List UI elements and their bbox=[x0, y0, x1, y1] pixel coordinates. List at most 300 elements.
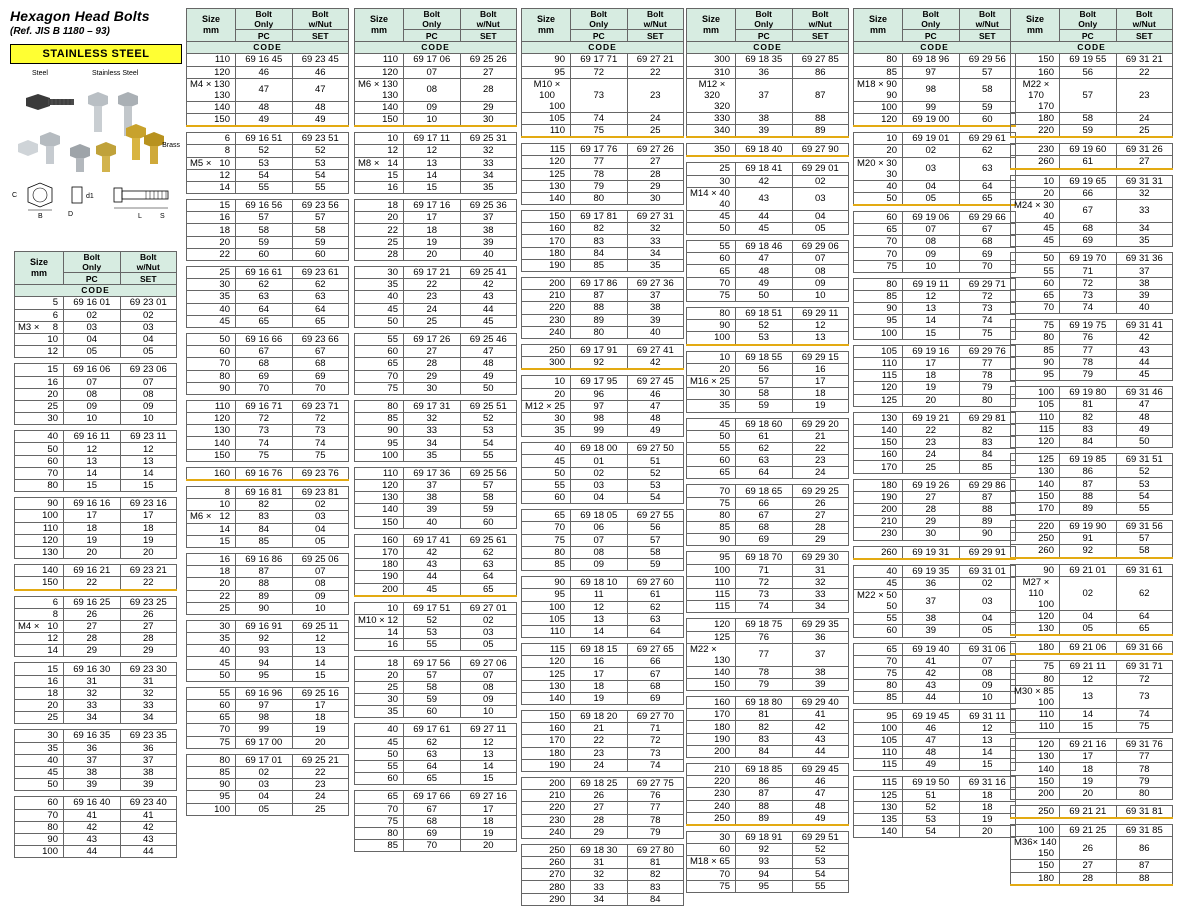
cell-bolt-with-nut-code: 64 bbox=[460, 571, 517, 583]
table-row bbox=[854, 546, 1016, 559]
cell-bolt-with-nut-code: 47 bbox=[627, 400, 684, 412]
cell-size: 90 bbox=[15, 498, 64, 510]
table-row bbox=[854, 722, 1016, 734]
header-pc: PC bbox=[236, 30, 293, 42]
cell-bolt-with-nut-code: 07 bbox=[959, 655, 1016, 667]
header-code: CODE bbox=[15, 285, 177, 297]
cell-size: 22 bbox=[355, 224, 404, 236]
table-row bbox=[1011, 564, 1173, 576]
table-row bbox=[355, 66, 517, 78]
cell-size: 75 bbox=[522, 534, 571, 546]
cell-bolt-only-code: 18 bbox=[903, 370, 960, 382]
cell-bolt-only-code: 69 18 91 bbox=[736, 831, 793, 843]
cell-bolt-with-nut-code: 69 bbox=[959, 248, 1016, 260]
header-size: Size mm bbox=[355, 9, 404, 42]
table-row bbox=[355, 113, 517, 126]
cell-bolt-with-nut-code: 62 bbox=[1116, 576, 1173, 610]
cell-bolt-with-nut-code: 29 bbox=[627, 180, 684, 192]
cell-size: 120 bbox=[1011, 435, 1060, 447]
cell-size: 45 bbox=[522, 455, 571, 467]
cell-size: 190 bbox=[854, 491, 903, 503]
table-row bbox=[854, 516, 1016, 528]
cell-bolt-only-code: 22 bbox=[64, 577, 121, 590]
cell-bolt-only-code: 36 bbox=[903, 577, 960, 589]
cell-size: 75 bbox=[854, 667, 903, 679]
cell-size: 25 bbox=[355, 236, 404, 248]
cell-size: 30 bbox=[687, 175, 736, 187]
cell-bolt-only-code: 80 bbox=[571, 326, 628, 338]
cell-size: 70 bbox=[854, 655, 903, 667]
table-row bbox=[854, 315, 1016, 327]
cell-bolt-with-nut-code: 23 bbox=[792, 455, 849, 467]
cell-bolt-with-nut-code: 04 bbox=[292, 523, 349, 535]
cell-bolt-only-code: 69 16 81 bbox=[236, 487, 293, 499]
cell-size: 125 bbox=[1011, 454, 1060, 466]
table-row bbox=[187, 687, 349, 699]
table-row bbox=[687, 868, 849, 880]
cell-bolt-only-code: 67 bbox=[236, 346, 293, 358]
cell-size: 170 bbox=[355, 546, 404, 558]
cell-bolt-with-nut-code: 02 bbox=[792, 175, 849, 187]
cell-size: 110 bbox=[15, 522, 64, 534]
table-row bbox=[187, 578, 349, 590]
cell-bolt-only-code: 69 18 70 bbox=[736, 552, 793, 564]
cell-size: 28 bbox=[355, 248, 404, 260]
cell-bolt-with-nut-code: 69 27 65 bbox=[627, 644, 684, 656]
header-bolt-with-nut: Bolt w/Nut bbox=[1116, 9, 1173, 30]
cell-bolt-with-nut-code: 05 bbox=[120, 346, 177, 358]
cell-bolt-only-code: 57 bbox=[236, 212, 293, 224]
cell-bolt-with-nut-code: 41 bbox=[120, 809, 177, 821]
table-row bbox=[1011, 423, 1173, 435]
cell-bolt-only-code: 14 bbox=[1060, 708, 1117, 720]
cell-bolt-with-nut-code: 58 bbox=[460, 492, 517, 504]
cell-bolt-only-code: 83 bbox=[571, 235, 628, 247]
cell-size: M22 × 170 170 bbox=[1011, 78, 1060, 112]
table-row bbox=[1011, 253, 1173, 265]
table-row bbox=[355, 840, 517, 852]
cell-size: 210 bbox=[522, 290, 571, 302]
table-row bbox=[854, 613, 1016, 625]
cell-bolt-with-nut-code: 42 bbox=[460, 279, 517, 291]
cell-bolt-only-code: 34 bbox=[404, 437, 461, 449]
cell-size: 115 bbox=[854, 370, 903, 382]
table-row bbox=[187, 779, 349, 791]
cell-bolt-with-nut-code: 39 bbox=[120, 779, 177, 791]
table-row bbox=[1011, 825, 1173, 837]
cell-bolt-with-nut-code: 22 bbox=[120, 577, 177, 590]
cell-size: 55 bbox=[522, 479, 571, 491]
cell-bolt-with-nut-code: 53 bbox=[460, 425, 517, 437]
table-row bbox=[522, 723, 684, 735]
table-row bbox=[355, 760, 517, 772]
table-row bbox=[522, 344, 684, 356]
cell-bolt-only-code: 46 bbox=[236, 66, 293, 78]
cell-bolt-only-code: 02 bbox=[903, 145, 960, 157]
cell-size: 110 bbox=[854, 357, 903, 369]
cell-bolt-with-nut-code: 36 bbox=[120, 742, 177, 754]
table-row bbox=[687, 375, 849, 387]
table-row bbox=[15, 663, 177, 675]
cell-bolt-with-nut-code: 46 bbox=[792, 776, 849, 788]
table-row bbox=[687, 78, 849, 112]
cell-bolt-only-code: 43 bbox=[404, 559, 461, 571]
cell-size: 170 bbox=[1011, 502, 1060, 514]
cell-bolt-only-code: 43 bbox=[64, 833, 121, 845]
cell-bolt-only-code: 69 18 96 bbox=[903, 54, 960, 66]
table-row bbox=[687, 601, 849, 613]
cell-bolt-only-code: 72 bbox=[736, 576, 793, 588]
header-set: SET bbox=[792, 30, 849, 42]
table-row bbox=[854, 801, 1016, 813]
table-row bbox=[522, 510, 684, 522]
cell-bolt-with-nut-code: 55 bbox=[292, 181, 349, 193]
cell-size: 75 bbox=[687, 880, 736, 892]
cell-bolt-with-nut-code: 04 bbox=[792, 210, 849, 222]
cell-size: 6 bbox=[15, 309, 64, 321]
table-row bbox=[355, 657, 517, 669]
table-row bbox=[187, 370, 349, 382]
cell-bolt-only-code: 75 bbox=[236, 449, 293, 461]
table-row bbox=[355, 101, 517, 113]
cell-bolt-with-nut-code: 18 bbox=[120, 522, 177, 534]
cell-bolt-only-code: 58 bbox=[404, 681, 461, 693]
cell-bolt-with-nut-code: 52 bbox=[627, 467, 684, 479]
cell-size: 260 bbox=[1011, 545, 1060, 558]
cell-bolt-with-nut-code: 48 bbox=[460, 358, 517, 370]
cell-size: 95 bbox=[355, 437, 404, 449]
table-row bbox=[522, 656, 684, 668]
cell-bolt-only-code: 48 bbox=[236, 101, 293, 113]
cell-size: 85 bbox=[355, 840, 404, 852]
cell-size: 18 bbox=[15, 687, 64, 699]
cell-bolt-only-code: 92 bbox=[1060, 545, 1117, 558]
cell-size: 90 bbox=[187, 779, 236, 791]
cell-bolt-with-nut-code: 02 bbox=[292, 499, 349, 511]
table-row bbox=[15, 742, 177, 754]
cell-bolt-with-nut-code: 33 bbox=[627, 235, 684, 247]
cell-bolt-only-code: 16 bbox=[571, 656, 628, 668]
cell-size: 110 bbox=[187, 400, 236, 412]
cell-size: 40 bbox=[15, 754, 64, 766]
cell-bolt-only-code: 24 bbox=[404, 303, 461, 315]
cell-bolt-with-nut-code: 66 bbox=[627, 656, 684, 668]
cell-bolt-with-nut-code: 77 bbox=[1116, 751, 1173, 763]
table-row bbox=[187, 224, 349, 236]
cell-size: 8 bbox=[15, 608, 64, 620]
cell-size: M18 × 65 bbox=[687, 856, 736, 868]
cell-size: 35 bbox=[355, 279, 404, 291]
cell-bolt-only-code: 87 bbox=[571, 290, 628, 302]
cell-bolt-with-nut-code: 24 bbox=[292, 791, 349, 803]
table-row bbox=[687, 418, 849, 430]
table-row bbox=[522, 759, 684, 771]
cell-bolt-with-nut-code: 55 bbox=[460, 449, 517, 461]
cell-bolt-only-code: 67 bbox=[404, 803, 461, 815]
cell-bolt-only-code: 27 bbox=[571, 802, 628, 814]
cell-bolt-with-nut-code: 22 bbox=[1116, 66, 1173, 78]
cell-size: 70 bbox=[1011, 302, 1060, 314]
cell-bolt-only-code: 04 bbox=[64, 333, 121, 345]
cell-size: 14 bbox=[355, 627, 404, 639]
cell-bolt-with-nut-code: 69 25 51 bbox=[460, 400, 517, 412]
cell-bolt-with-nut-code: 69 27 26 bbox=[627, 144, 684, 156]
table-row bbox=[187, 620, 349, 632]
cell-bolt-with-nut-code: 22 bbox=[792, 442, 849, 454]
cell-bolt-with-nut-code: 69 29 15 bbox=[792, 351, 849, 363]
table-row bbox=[187, 700, 349, 712]
cell-size: 100 bbox=[1011, 387, 1060, 399]
cell-size: 95 bbox=[1011, 368, 1060, 380]
cell-bolt-only-code: 18 bbox=[571, 680, 628, 692]
cell-size: 55 bbox=[1011, 265, 1060, 277]
table-row bbox=[187, 566, 349, 578]
table-row bbox=[854, 710, 1016, 722]
cell-bolt-only-code: 78 bbox=[571, 168, 628, 180]
cell-bolt-with-nut-code: 19 bbox=[120, 534, 177, 546]
cell-size: 140 bbox=[1011, 478, 1060, 490]
svg-text:S: S bbox=[160, 213, 165, 220]
table-row bbox=[1011, 661, 1173, 673]
cell-bolt-with-nut-code: 28 bbox=[792, 522, 849, 534]
table-row bbox=[355, 706, 517, 718]
cell-bolt-with-nut-code: 07 bbox=[460, 669, 517, 681]
table-row bbox=[355, 559, 517, 571]
cell-bolt-only-code: 10 bbox=[64, 413, 121, 425]
cell-bolt-only-code: 15 bbox=[64, 480, 121, 492]
cell-size: M20 × 30 30 bbox=[854, 157, 903, 180]
cell-size: 70 bbox=[522, 522, 571, 534]
table-row bbox=[15, 565, 177, 577]
cell-bolt-with-nut-code: 69 29 40 bbox=[792, 697, 849, 709]
table-row bbox=[355, 791, 517, 803]
table-row bbox=[187, 200, 349, 212]
cell-bolt-with-nut-code: 69 29 71 bbox=[959, 278, 1016, 290]
cell-size: 140 bbox=[687, 666, 736, 678]
cell-bolt-only-code: 57 bbox=[736, 375, 793, 387]
cell-bolt-only-code: 19 bbox=[1060, 775, 1117, 787]
cell-size: 250 bbox=[522, 844, 571, 856]
header-bolt-with-nut: Bolt w/Nut bbox=[460, 9, 517, 30]
cell-size: 55 bbox=[187, 687, 236, 699]
table-row bbox=[522, 826, 684, 838]
table-row bbox=[187, 212, 349, 224]
table-row bbox=[687, 844, 849, 856]
cell-bolt-with-nut-code: 57 bbox=[1116, 533, 1173, 545]
cell-bolt-with-nut-code: 58 bbox=[292, 224, 349, 236]
table-row bbox=[15, 480, 177, 492]
cell-bolt-with-nut-code: 69 27 80 bbox=[627, 844, 684, 856]
cell-bolt-with-nut-code: 18 bbox=[460, 815, 517, 827]
table-row bbox=[687, 643, 849, 666]
cell-bolt-only-code: 37 bbox=[404, 480, 461, 492]
table-row bbox=[187, 766, 349, 778]
cell-size: 35 bbox=[187, 291, 236, 303]
code-table-col7 bbox=[1010, 8, 1173, 886]
cell-bolt-only-code: 69 19 06 bbox=[903, 211, 960, 223]
cell-bolt-with-nut-code: 49 bbox=[1116, 423, 1173, 435]
table-row bbox=[15, 730, 177, 742]
cell-size: 35 bbox=[15, 742, 64, 754]
cell-bolt-with-nut-code: 27 bbox=[460, 66, 517, 78]
table-row bbox=[522, 211, 684, 223]
cell-bolt-only-code: 83 bbox=[736, 733, 793, 745]
header-set: SET bbox=[460, 30, 517, 42]
cell-bolt-with-nut-code: 69 25 61 bbox=[460, 534, 517, 546]
table-row bbox=[1011, 545, 1173, 558]
cell-bolt-only-code: 90 bbox=[236, 602, 293, 614]
cell-size: 90 bbox=[15, 833, 64, 845]
cell-size: 160 bbox=[187, 467, 236, 480]
header-bolt-with-nut: Bolt w/Nut bbox=[792, 9, 849, 30]
cell-size: 120 bbox=[854, 113, 903, 126]
table-row bbox=[1011, 265, 1173, 277]
cell-size: 130 bbox=[854, 412, 903, 424]
cell-size: 100 bbox=[854, 101, 903, 113]
table-row bbox=[687, 187, 849, 210]
table-row bbox=[187, 291, 349, 303]
cell-size: 20 bbox=[15, 700, 64, 712]
cell-bolt-only-code: 69 18 20 bbox=[571, 711, 628, 723]
table-row bbox=[355, 315, 517, 327]
cell-bolt-with-nut-code: 82 bbox=[627, 869, 684, 881]
cell-size: 60 bbox=[187, 700, 236, 712]
cell-size: M8 × 14 bbox=[355, 157, 404, 169]
header-bolt-only: Bolt Only bbox=[64, 252, 121, 273]
table-row bbox=[687, 351, 849, 363]
cell-bolt-with-nut-code: 31 bbox=[792, 564, 849, 576]
cell-size: 110 bbox=[522, 124, 571, 137]
header-code: CODE bbox=[187, 42, 349, 54]
cell-bolt-with-nut-code: 77 bbox=[959, 357, 1016, 369]
table-row bbox=[355, 815, 517, 827]
table-row bbox=[1011, 454, 1173, 466]
cell-size: 6 bbox=[15, 596, 64, 608]
cell-size: 110 bbox=[687, 576, 736, 588]
table-row bbox=[1011, 673, 1173, 685]
table-row bbox=[687, 175, 849, 187]
cell-size: 20 bbox=[1011, 187, 1060, 199]
table-row bbox=[1011, 642, 1173, 655]
cell-bolt-with-nut-code: 69 31 21 bbox=[1116, 54, 1173, 66]
table-row bbox=[187, 315, 349, 327]
cell-size: 90 bbox=[854, 303, 903, 315]
cell-bolt-only-code: 23 bbox=[903, 437, 960, 449]
cell-bolt-only-code: 69 16 91 bbox=[236, 620, 293, 632]
header-code: CODE bbox=[522, 42, 684, 54]
table-row bbox=[854, 504, 1016, 516]
table-row bbox=[522, 802, 684, 814]
cell-bolt-only-code: 13 bbox=[64, 455, 121, 467]
table-row bbox=[355, 736, 517, 748]
cell-bolt-only-code: 77 bbox=[1060, 344, 1117, 356]
cell-bolt-with-nut-code: 69 27 85 bbox=[792, 54, 849, 66]
cell-bolt-with-nut-code: 69 27 36 bbox=[627, 278, 684, 290]
cell-bolt-with-nut-code: 34 bbox=[1116, 222, 1173, 234]
cell-size: 140 bbox=[854, 424, 903, 436]
cell-size: 40 bbox=[522, 443, 571, 455]
cell-bolt-only-code: 64 bbox=[236, 303, 293, 315]
cell-bolt-with-nut-code: 90 bbox=[959, 528, 1016, 540]
cell-bolt-with-nut-code: 17 bbox=[460, 803, 517, 815]
cell-bolt-with-nut-code: 27 bbox=[120, 620, 177, 632]
cell-size: 18 bbox=[187, 224, 236, 236]
cell-bolt-with-nut-code: 57 bbox=[627, 534, 684, 546]
cell-size: 240 bbox=[522, 326, 571, 338]
cell-size: 100 bbox=[687, 564, 736, 576]
cell-bolt-only-code: 69 16 35 bbox=[64, 730, 121, 742]
cell-bolt-only-code: 95 bbox=[736, 880, 793, 892]
cell-bolt-only-code: 14 bbox=[571, 625, 628, 637]
cell-bolt-with-nut-code: 67 bbox=[627, 668, 684, 680]
cell-bolt-only-code: 44 bbox=[404, 571, 461, 583]
cell-size: 30 bbox=[355, 694, 404, 706]
cell-bolt-with-nut-code: 23 bbox=[292, 779, 349, 791]
table-row bbox=[687, 733, 849, 745]
table-row bbox=[1011, 289, 1173, 301]
table-row bbox=[522, 235, 684, 247]
cell-bolt-with-nut-code: 69 31 11 bbox=[959, 710, 1016, 722]
cell-bolt-only-code: 38 bbox=[64, 766, 121, 778]
cell-size: 200 bbox=[687, 745, 736, 757]
table-row bbox=[355, 602, 517, 614]
cell-size: 30 bbox=[15, 413, 64, 425]
table-row bbox=[687, 430, 849, 442]
table-row bbox=[687, 265, 849, 277]
header-size: Size mm bbox=[522, 9, 571, 42]
table-row bbox=[854, 412, 1016, 424]
cell-bolt-with-nut-code: 13 bbox=[120, 455, 177, 467]
cell-bolt-only-code: 34 bbox=[64, 712, 121, 724]
cell-bolt-with-nut-code: 58 bbox=[1116, 545, 1173, 558]
cell-bolt-with-nut-code: 07 bbox=[120, 376, 177, 388]
cell-bolt-with-nut-code: 81 bbox=[627, 857, 684, 869]
cell-bolt-only-code: 84 bbox=[236, 523, 293, 535]
cell-bolt-with-nut-code: 69 29 25 bbox=[792, 485, 849, 497]
cell-bolt-only-code: 69 18 05 bbox=[571, 510, 628, 522]
cell-size: 230 bbox=[522, 314, 571, 326]
header-code: CODE bbox=[854, 42, 1016, 54]
cell-bolt-with-nut-code: 69 27 21 bbox=[627, 54, 684, 66]
table-row bbox=[522, 814, 684, 826]
cell-bolt-with-nut-code: 18 bbox=[292, 712, 349, 724]
cell-bolt-with-nut-code: 20 bbox=[292, 736, 349, 748]
table-row bbox=[522, 278, 684, 290]
cell-bolt-only-code: 28 bbox=[64, 633, 121, 645]
cell-bolt-with-nut-code: 72 bbox=[292, 413, 349, 425]
table-row bbox=[187, 535, 349, 547]
cell-bolt-with-nut-code: 86 bbox=[792, 66, 849, 78]
cell-size: 150 bbox=[187, 449, 236, 461]
cell-size: 75 bbox=[1011, 661, 1060, 673]
cell-bolt-only-code: 20 bbox=[64, 546, 121, 558]
cell-bolt-with-nut-code: 28 bbox=[460, 78, 517, 101]
cell-bolt-with-nut-code: 52 bbox=[292, 145, 349, 157]
cell-bolt-only-code: 62 bbox=[736, 442, 793, 454]
cell-size: 160 bbox=[687, 697, 736, 709]
cell-bolt-only-code: 73 bbox=[236, 425, 293, 437]
cell-size: 160 bbox=[1011, 66, 1060, 78]
table-row bbox=[1011, 332, 1173, 344]
cell-bolt-only-code: 27 bbox=[404, 346, 461, 358]
cell-size: 15 bbox=[187, 535, 236, 547]
cell-size: 55 bbox=[355, 333, 404, 345]
cell-bolt-with-nut-code: 10 bbox=[792, 289, 849, 301]
cell-bolt-with-nut-code: 03 bbox=[959, 590, 1016, 613]
cell-bolt-only-code: 85 bbox=[571, 259, 628, 271]
header-pc: PC bbox=[903, 30, 960, 42]
cell-bolt-with-nut-code: 68 bbox=[627, 680, 684, 692]
